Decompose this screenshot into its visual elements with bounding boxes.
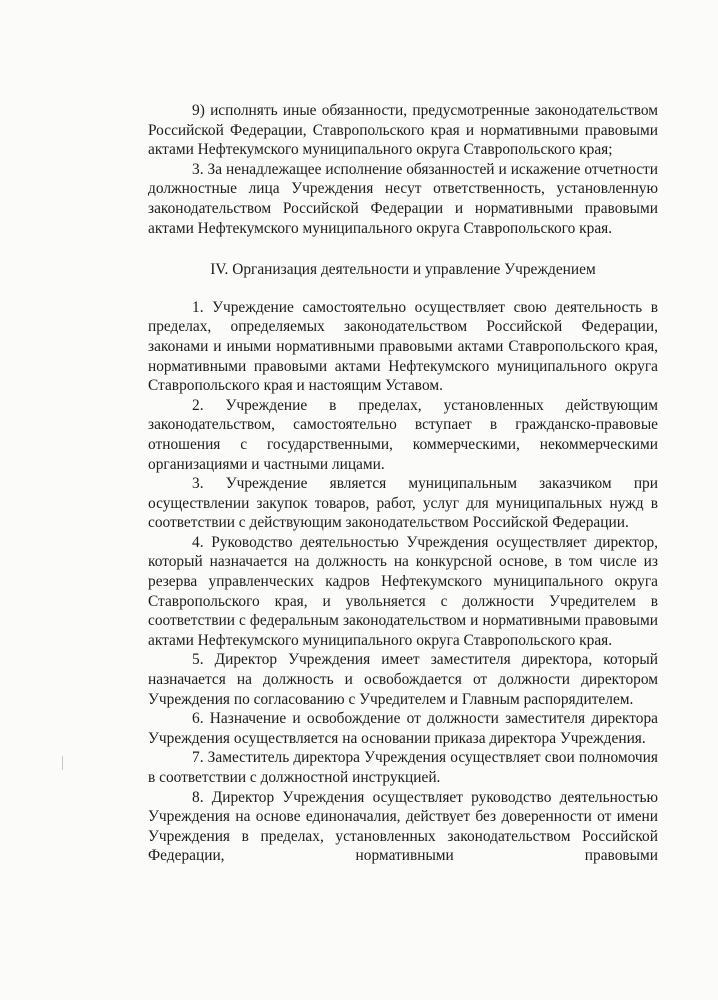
section-heading: IV. Организация деятельности и управление Учреждением <box>210 261 596 279</box>
paragraph-section-1: 1. Учреждение самостоятельно осуществляет свою деятельность в пределах, определяемых законодательством Российской Федерации, законами и иными нормативными правовыми актами Ставропольского края, нормативными правовыми актами Нефтекумского муниципального округа Ставропольского края и настоящим Уставом. <box>148 298 658 395</box>
paragraph-section-5: 5. Директор Учреждения имеет заместителя директора, который назначается на должность и освобождается от должности директором Учреждения по согласованию с Учредителем и Главным распорядителем. <box>148 651 658 708</box>
paragraph-section-8: 8. Директор Учреждения осуществляет руководство деятельностью Учреждения на основе единоначалия, действует без доверенности от имени Учреждения в пределах, установленных законодательством Российской Федерации, нормативными правовыми <box>148 788 658 865</box>
paragraph-section-3: 3. Учреждение является муниципальным заказчиком при осуществлении закупок товаров, работ, услуг для муниципальных нужд в соответствии с действующим законодательством Российской Федерации. <box>148 475 658 532</box>
document-page <box>148 101 658 866</box>
paragraph-section-7: 7. Заместитель директора Учреждения осуществляет свои полномочия в соответствии с должностной инструкцией. <box>148 749 658 786</box>
paragraph-section-4: 4. Руководство деятельностью Учреждения осуществляет директор, который назначается на должность на конкурсной основе, в том числе из резерва управленческих кадров Нефтекумского муниципального округа Ставропольского края, и увольняется с должности Учредителем в соответствии с федеральным законодательством и нормативными правовыми актами Нефтекумского муниципального округа Ставропольского края. <box>148 533 658 649</box>
paragraph-section-6: 6. Назначение и освобождение от должности заместителя директора Учреждения осуществляется на основании приказа директора Учреждения. <box>148 710 658 747</box>
paragraph-duty-9: 9) исполнять иные обязанности, предусмотренные законодательством Российской Федерации, Ставропольского края и нормативными правовыми актами Нефтекумского муниципального округа Ставропольского края; <box>148 102 658 159</box>
scan-mark <box>62 756 63 770</box>
paragraph-responsibility-3: 3. За ненадлежащее исполнение обязанностей и искажение отчетности должностные лица Учреждения несут ответственность, установленную законодательством Российской Федерации и нормативными правовыми актами Нефтекумского муниципального округа Ставропольского края. <box>148 160 658 237</box>
paragraph-section-2: 2. Учреждение в пределах, установленных действующим законодательством, самостоятельно вступает в гражданско-правовые отношения с государственными, коммерческими, некоммерческими организациями и частными лицами. <box>148 396 658 473</box>
